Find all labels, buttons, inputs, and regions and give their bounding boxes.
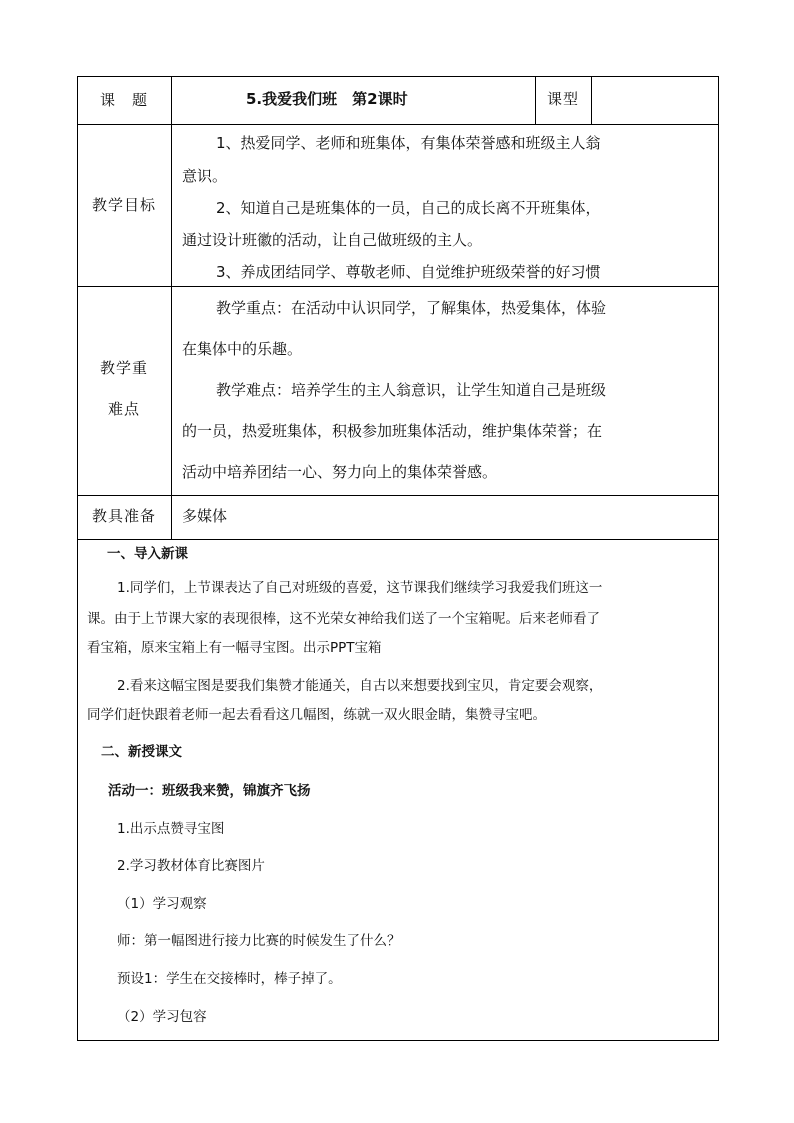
intro-p2-line-1: 2.看来这幅宝图是要我们集赞才能通关，自古以来想要找到宝贝，肯定要会观察，: [117, 678, 603, 694]
intro-p1-line-3: 看宝箱，原来宝箱上有一幅寻宝图。出示PPT宝箱: [87, 640, 382, 656]
item-6: （2）学习包容: [117, 1009, 207, 1025]
keypoint-line-4: 的一员，热爱班集体，积极参加班集体活动，维护集体荣誉；在: [182, 422, 603, 440]
table-border-left: [77, 76, 78, 1041]
section-intro-title: 一、导入新课: [107, 546, 188, 562]
label-column-divider: [171, 76, 172, 540]
table-border-right: [718, 76, 719, 1041]
label-teaching-goals: 教学目标: [91, 196, 156, 214]
row-divider-1: [77, 124, 719, 125]
label-topic: 课 题: [99, 91, 148, 109]
teaching-tools-value: 多媒体: [182, 507, 228, 525]
label-lesson-type: 课型: [546, 90, 579, 108]
table-border-top: [77, 76, 719, 77]
keypoint-line-1: 教学重点：在活动中认识同学，了解集体，热爱集体，体验: [216, 299, 607, 317]
lesson-title: 5.我爱我们班 第2课时: [246, 90, 408, 108]
table-border-bottom: [77, 1040, 719, 1041]
item-2: 2.学习教材体育比赛图片: [117, 858, 265, 874]
goal-line-2: 意识。: [182, 167, 228, 185]
goal-line-3: 2、知道自己是班集体的一员，自己的成长离不开班集体，: [216, 199, 601, 217]
goal-line-1: 1、热爱同学、老师和班集体，有集体荣誉感和班级主人翁: [216, 134, 601, 152]
activity-1-title: 活动一：班级我来赞，锦旗齐飞扬: [108, 783, 311, 799]
item-1: 1.出示点赞寻宝图: [117, 821, 225, 837]
row-divider-4: [77, 539, 719, 540]
label-key-points-2: 难点: [107, 400, 140, 418]
row-divider-2: [77, 286, 719, 287]
label-teaching-tools: 教具准备: [91, 507, 156, 525]
item-3: （1）学习观察: [117, 896, 207, 912]
intro-p1-line-2: 课。由于上节课大家的表现很棒，这不光荣女神给我们送了一个宝箱呢。后来老师看了: [87, 611, 600, 627]
label-key-points-1: 教学重: [99, 359, 148, 377]
item-4: 师：第一幅图进行接力比赛的时候发生了什么？: [117, 933, 401, 949]
keypoint-line-5: 活动中培养团结一心、努力向上的集体荣誉感。: [182, 463, 498, 481]
goal-line-5: 3、养成团结同学、尊敬老师、自觉维护班级荣誉的好习惯: [216, 263, 601, 281]
item-5: 预设1：学生在交接棒时，棒子掉了。: [117, 971, 342, 987]
goal-line-4: 通过设计班徽的活动，让自己做班级的主人。: [182, 231, 483, 249]
type-column-divider-2: [591, 76, 592, 125]
row-divider-3: [77, 495, 719, 496]
intro-p1-line-1: 1.同学们，上节课表达了自己对班级的喜爱，这节课我们继续学习我爱我们班这一: [117, 580, 603, 596]
intro-p2-line-2: 同学们赶快跟着老师一起去看看这几幅图，练就一双火眼金睛，集赞寻宝吧。: [87, 707, 546, 723]
keypoint-line-3: 教学难点：培养学生的主人翁意识，让学生知道自己是班级: [216, 381, 607, 399]
section-new-lesson-title: 二、新授课文: [101, 744, 182, 760]
keypoint-line-2: 在集体中的乐趣。: [182, 340, 303, 358]
